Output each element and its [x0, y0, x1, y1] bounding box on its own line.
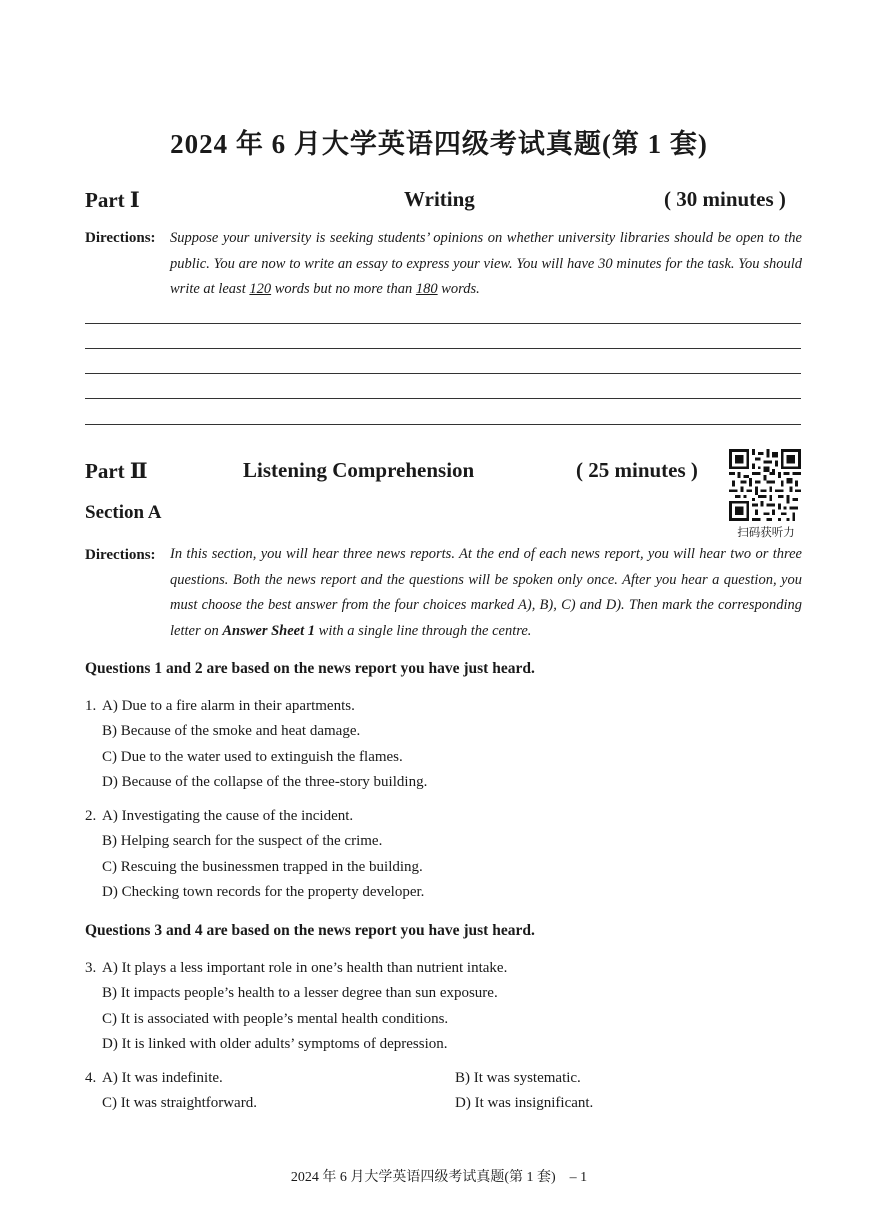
option-2d: D) Checking town records for the property developer.	[102, 883, 425, 900]
option-1d: D) Because of the collapse of the three-story building.	[102, 773, 428, 790]
option-3b: B) It impacts people’s health to a lesser degree than sun exposure.	[102, 985, 498, 1002]
question-4-right	[455, 1066, 593, 1117]
section-title: Section A	[85, 502, 162, 523]
option-2b: B) Helping search for the suspect of the crime.	[102, 833, 383, 850]
part2-time: ( 25 minutes )	[576, 458, 698, 482]
part1-label: Part Ⅰ	[85, 188, 140, 212]
option-1b: B) Because of the smoke and heat damage.	[102, 723, 361, 740]
listening-directions	[170, 542, 802, 644]
qr-code-icon[interactable]	[729, 449, 801, 521]
option-3a: 3. A) It plays a less important role in one’s health than nutrient intake.	[85, 956, 507, 981]
writing-line	[85, 348, 801, 349]
writing-directions	[170, 226, 802, 303]
option-1a: 1. A) Due to a fire alarm in their apartments.	[85, 694, 427, 719]
part1-time: ( 30 minutes )	[664, 187, 786, 211]
qr-label: 扫码获听力	[737, 525, 795, 539]
question-number: 4.	[85, 1070, 97, 1086]
question-number: 3.	[85, 960, 97, 976]
question-group-heading: Questions 1 and 2 are based on the news report you have just heard.	[85, 660, 535, 677]
writing-line	[85, 398, 801, 399]
directions-label: Directions:	[85, 547, 156, 563]
option-3d: D) It is linked with older adults’ symptoms of depression.	[102, 1035, 448, 1052]
listening-directions-text: with a single line through the centre.	[315, 622, 532, 639]
writing-directions-text: words.	[437, 281, 480, 297]
answer-sheet-ref: Answer Sheet 1	[222, 622, 316, 639]
question-3	[85, 956, 507, 1057]
part1-name: Writing	[404, 187, 475, 211]
listening-directions-text: In this section, you will hear three news reports. At the end of each news report, you will hear two or three questions. Both the news report and the questions will be spoken only once. After you hear a question, you must choose the best answer from the four choices marked A), B), C) and D). Then mark the corresponding letter on	[170, 546, 802, 639]
part2-label: Part Ⅱ	[85, 459, 148, 483]
page-title: 2024 年 6 月大学英语四级考试真题(第 1 套)	[170, 129, 708, 159]
max-words: 180	[415, 281, 438, 297]
writing-directions-text: Suppose your university is seeking students’ opinions on whether university libraries should be open to the public. You are now to write an essay to express your view. You will have 30 minutes for the task. You should write at least	[170, 230, 802, 297]
option-4b: B) It was systematic.	[455, 1070, 581, 1086]
page-footer: 2024 年 6 月大学英语四级考试真题(第 1 套) – 1	[290, 1170, 588, 1185]
question-2	[85, 804, 424, 905]
option-4a: 4. A) It was indefinite.	[85, 1066, 257, 1091]
writing-directions-text: words but no more than	[271, 281, 416, 297]
question-number: 2.	[85, 808, 97, 824]
question-number: 1.	[85, 698, 97, 714]
writing-line	[85, 373, 801, 374]
question-1	[85, 694, 427, 795]
writing-line	[85, 424, 801, 425]
question-group-heading: Questions 3 and 4 are based on the news report you have just heard.	[85, 922, 535, 939]
option-2a: 2. A) Investigating the cause of the incident.	[85, 804, 424, 829]
min-words: 120	[249, 281, 272, 297]
option-1c: C) Due to the water used to extinguish the flames.	[102, 748, 403, 765]
option-4c: C) It was straightforward.	[102, 1095, 257, 1112]
option-3c: C) It is associated with people’s mental health conditions.	[102, 1010, 449, 1027]
directions-label: Directions:	[85, 230, 156, 246]
question-4	[85, 1066, 257, 1117]
writing-line	[85, 323, 801, 324]
part2-name: Listening Comprehension	[243, 458, 475, 482]
option-2c: C) Rescuing the businessmen trapped in the building.	[102, 858, 423, 875]
option-4d: D) It was insignificant.	[455, 1095, 594, 1112]
